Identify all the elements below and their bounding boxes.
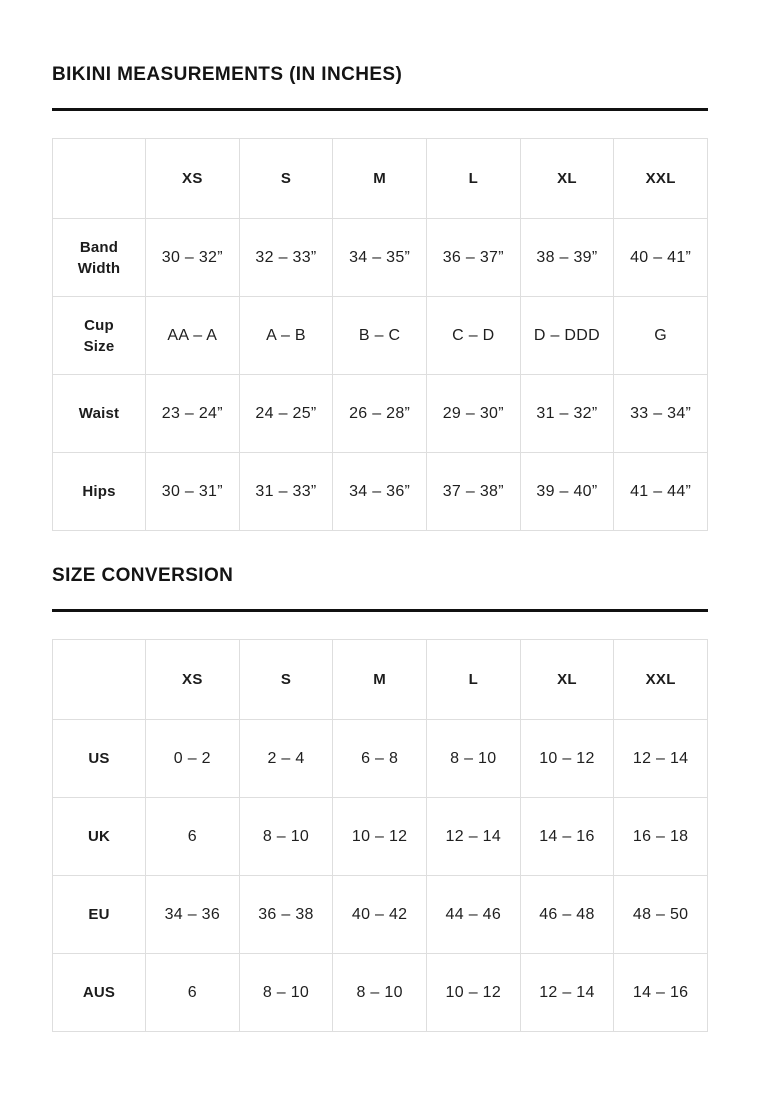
table-cell: 2 – 4	[239, 720, 333, 798]
table-cell: 14 – 16	[614, 954, 708, 1032]
table-cell: 10 – 12	[426, 954, 520, 1032]
table-header-row	[53, 139, 708, 219]
table-cell: 6	[146, 954, 240, 1032]
table-cell: C – D	[426, 297, 520, 375]
size-column-header-m: M	[333, 139, 427, 219]
table-cell: 32 – 33”	[239, 219, 333, 297]
table-cell: 8 – 10	[239, 798, 333, 876]
table-cell: 34 – 35”	[333, 219, 427, 297]
table-row-uk	[53, 798, 708, 876]
table-cell: 30 – 32”	[146, 219, 240, 297]
corner-cell	[53, 139, 146, 219]
title-divider	[52, 108, 708, 111]
row-label-band-width: Band Width	[53, 219, 146, 297]
size-column-header-l: L	[426, 139, 520, 219]
table-cell: A – B	[239, 297, 333, 375]
table-cell: G	[614, 297, 708, 375]
table-cell: 29 – 30”	[426, 375, 520, 453]
row-label-uk: UK	[53, 798, 146, 876]
table-cell: 36 – 37”	[426, 219, 520, 297]
size-column-header-xs: XS	[146, 139, 240, 219]
table-cell: 31 – 33”	[239, 453, 333, 531]
table-cell: 8 – 10	[426, 720, 520, 798]
size-column-header-xl: XL	[520, 139, 614, 219]
table-cell: 33 – 34”	[614, 375, 708, 453]
table-cell: 12 – 14	[614, 720, 708, 798]
table-cell: 8 – 10	[333, 954, 427, 1032]
table-cell: D – DDD	[520, 297, 614, 375]
table-cell: 31 – 32”	[520, 375, 614, 453]
section-title-bikini-measurements: BIKINI MEASUREMENTS (IN INCHES)	[52, 64, 403, 85]
table-cell: 36 – 38	[239, 876, 333, 954]
row-label-aus: AUS	[53, 954, 146, 1032]
bikini-measurements-section	[52, 62, 708, 531]
corner-cell	[53, 640, 146, 720]
row-label-waist: Waist	[53, 375, 146, 453]
table-cell: 26 – 28”	[333, 375, 427, 453]
table-cell: B – C	[333, 297, 427, 375]
table-cell: 39 – 40”	[520, 453, 614, 531]
table-cell: 44 – 46	[426, 876, 520, 954]
table-cell: 38 – 39”	[520, 219, 614, 297]
table-row-band-width	[53, 219, 708, 297]
table-cell: 10 – 12	[520, 720, 614, 798]
table-row-us	[53, 720, 708, 798]
section-title-size-conversion: SIZE CONVERSION	[52, 565, 234, 586]
size-column-header-l: L	[426, 640, 520, 720]
title-divider	[52, 609, 708, 612]
size-column-header-xxl: XXL	[614, 139, 708, 219]
bikini-measurements-table	[52, 138, 708, 531]
table-cell: 23 – 24”	[146, 375, 240, 453]
table-cell: 16 – 18	[614, 798, 708, 876]
table-cell: 46 – 48	[520, 876, 614, 954]
table-cell: 24 – 25”	[239, 375, 333, 453]
table-row-eu	[53, 876, 708, 954]
row-label-cup-size: Cup Size	[53, 297, 146, 375]
row-label-hips: Hips	[53, 453, 146, 531]
size-column-header-s: S	[239, 640, 333, 720]
size-column-header-xl: XL	[520, 640, 614, 720]
table-cell: 34 – 36”	[333, 453, 427, 531]
size-conversion-table	[52, 639, 708, 1032]
table-cell: 10 – 12	[333, 798, 427, 876]
size-column-header-xs: XS	[146, 640, 240, 720]
table-cell: AA – A	[146, 297, 240, 375]
table-row-aus	[53, 954, 708, 1032]
row-label-us: US	[53, 720, 146, 798]
table-cell: 30 – 31”	[146, 453, 240, 531]
table-cell: 34 – 36	[146, 876, 240, 954]
table-cell: 6 – 8	[333, 720, 427, 798]
table-cell: 14 – 16	[520, 798, 614, 876]
table-cell: 37 – 38”	[426, 453, 520, 531]
size-column-header-m: M	[333, 640, 427, 720]
table-cell: 41 – 44”	[614, 453, 708, 531]
size-column-header-s: S	[239, 139, 333, 219]
table-cell: 0 – 2	[146, 720, 240, 798]
table-cell: 48 – 50	[614, 876, 708, 954]
table-cell: 12 – 14	[520, 954, 614, 1032]
size-column-header-xxl: XXL	[614, 640, 708, 720]
table-row-cup-size	[53, 297, 708, 375]
row-label-eu: EU	[53, 876, 146, 954]
table-cell: 40 – 41”	[614, 219, 708, 297]
table-row-waist	[53, 375, 708, 453]
table-row-hips	[53, 453, 708, 531]
table-cell: 40 – 42	[333, 876, 427, 954]
table-cell: 6	[146, 798, 240, 876]
table-header-row	[53, 640, 708, 720]
size-conversion-section	[52, 563, 708, 1032]
table-cell: 12 – 14	[426, 798, 520, 876]
table-cell: 8 – 10	[239, 954, 333, 1032]
